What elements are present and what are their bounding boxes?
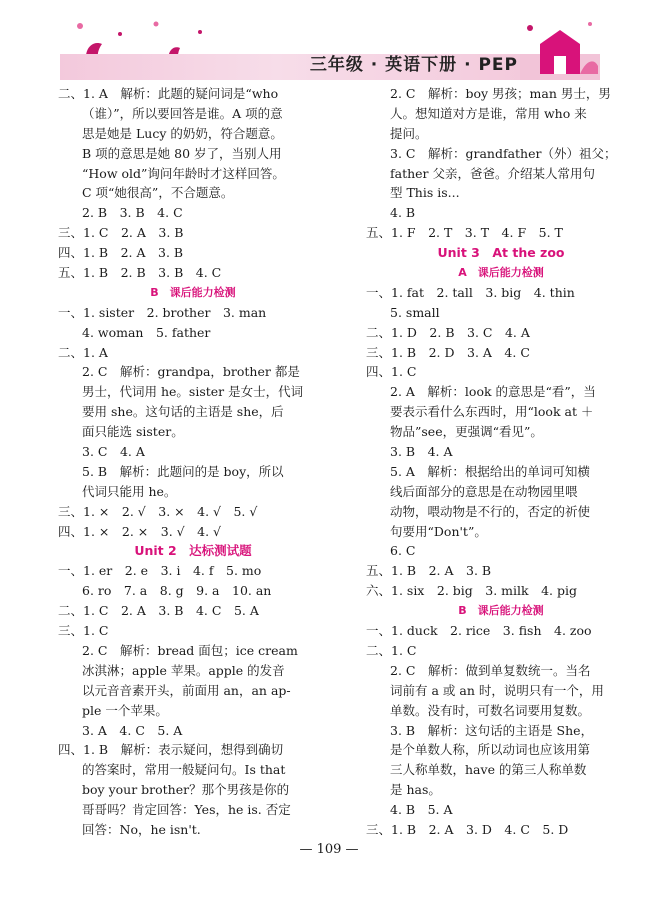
section-heading: B 课后能力检测: [150, 285, 236, 299]
answer-line: 动物，喂动物是不行的，否定的祈使: [390, 503, 591, 519]
answer-line: 三、1. C: [58, 623, 109, 639]
answer-line: 一、1. sister 2. brother 3. man: [58, 304, 267, 320]
section-heading: B 课后能力检测: [458, 604, 544, 618]
answer-line: 男士，代词用 he。sister 是女士，代词: [82, 384, 304, 400]
answer-line: 提问。: [390, 125, 428, 141]
header-decoration-right: [520, 14, 600, 84]
answer-line: 2. C 解析：boy 男孩；man 男士，男: [390, 86, 611, 101]
answer-line: father 父亲，爸爸。介绍某人常用句: [390, 165, 595, 181]
section-heading: A 课后能力检测: [458, 266, 544, 280]
answer-line: 4. B: [390, 205, 416, 221]
answer-line: 3. A 4. C 5. A: [82, 722, 183, 738]
answer-line: 六、1. six 2. big 3. milk 4. pig: [366, 583, 577, 599]
answer-line: 3. B 4. A: [390, 444, 453, 460]
answer-column-right: [366, 84, 636, 840]
answer-line: 四、1. × 2. × 3. √ 4. √: [58, 523, 221, 539]
answer-line: 4. B 5. A: [390, 802, 453, 818]
answer-line: 三人称单数，have 的第三人称单数: [390, 762, 587, 778]
answer-line: 二、1. A 解析：此题的疑问词是“who: [58, 86, 279, 101]
answer-line: 2. C 解析：grandpa，brother 都是: [82, 364, 300, 380]
answer-line: 要表示看什么东西时，用“look at ＋: [390, 404, 594, 420]
answer-line: （谁）”，所以要回答是谁。A 项的意: [82, 105, 283, 121]
answer-line: 4. woman 5. father: [82, 324, 211, 340]
section-heading: Unit 3 At the zoo: [437, 245, 565, 261]
answer-line: 一、1. fat 2. tall 3. big 4. thin: [366, 284, 575, 300]
header-title: 三年级 · 英语下册 · PEP: [309, 55, 518, 75]
answer-line: 二、1. C 2. A 3. B 4. C 5. A: [58, 603, 259, 619]
answer-line: 是个单数人称，所以动词也应该用第: [390, 742, 591, 758]
answer-line: 型 This is...: [390, 185, 460, 201]
answer-line: 三、1. B 2. A 3. D 4. C 5. D: [366, 821, 569, 837]
answer-line: 五、1. B 2. A 3. B: [366, 563, 492, 579]
answer-line: 是 has。: [390, 782, 441, 798]
answer-line: 二、1. A: [58, 344, 108, 360]
answer-line: 3. C 4. A: [82, 444, 145, 460]
answer-line: 一、1. er 2. e 3. i 4. f 5. mo: [58, 563, 262, 579]
answer-line: 以元音音素开头，前面用 an，an ap-: [82, 682, 291, 698]
answer-line: 哥哥吗？肯定回答：Yes，he is. 否定: [82, 802, 291, 818]
answer-line: 面只能选 sister。: [82, 424, 184, 440]
answer-line: 三、1. B 2. D 3. A 4. C: [366, 344, 530, 360]
answer-line: 2. B 3. B 4. C: [82, 205, 183, 221]
answer-line: 5. B 解析：此题问的是 boy，所以: [82, 463, 284, 479]
answer-line: C 项“她很高”，不合题意。: [82, 185, 234, 201]
answer-column-left: [58, 84, 328, 840]
answer-line: 一、1. duck 2. rice 3. fish 4. zoo: [366, 623, 592, 639]
answer-line: 5. small: [390, 304, 440, 320]
answer-line: 物品”see，更强调“看见”。: [390, 424, 543, 440]
answer-line: 2. C 解析：bread 面包；ice cream: [82, 642, 298, 658]
answer-line: 的答案时，常用一般疑问句。Is that: [82, 762, 286, 778]
answer-line: 三、1. × 2. √ 3. × 4. √ 5. √: [58, 503, 258, 519]
answer-line: 2. C 解析：做到单复数统一。当名: [390, 662, 591, 678]
answer-line: 思是她是 Lucy 的奶奶，符合题意。: [82, 125, 283, 141]
page-header: [60, 14, 600, 84]
answer-line: 四、1. B 解析：表示疑问，想得到确切: [58, 742, 284, 758]
answer-line: 词前有 a 或 an 时，说明只有一个，用: [390, 682, 604, 698]
answer-line: 四、1. B 2. A 3. B: [58, 245, 184, 261]
answer-line: “How old”询问年龄时才这样回答。: [82, 165, 285, 181]
answer-line: ple 一个苹果。: [82, 702, 168, 718]
answer-line: 2. A 解析：look 的意思是“看”，当: [390, 384, 596, 400]
answer-line: 句要用“Don't”。: [390, 523, 487, 539]
answer-line: 二、1. D 2. B 3. C 4. A: [366, 324, 530, 340]
answer-line: 回答：No，he isn't.: [82, 821, 201, 837]
answer-line: 四、1. C: [366, 364, 417, 380]
answer-line: 五、1. B 2. B 3. B 4. C: [58, 265, 222, 281]
answer-line: 二、1. C: [366, 642, 417, 658]
answer-line: 6. ro 7. a 8. g 9. a 10. an: [82, 583, 272, 599]
answer-line: 要用 she。这句话的主语是 she，后: [82, 404, 284, 420]
answer-line: 3. B 解析：这句话的主语是 She，: [390, 722, 594, 738]
answer-line: 6. C: [390, 543, 416, 559]
answer-line: 人。想知道对方是谁，常用 who 来: [390, 105, 587, 121]
answer-line: 单数。没有时，可数名词要用复数。: [390, 702, 591, 718]
answer-line: 代词只能用 he。: [82, 483, 177, 499]
answer-line: 三、1. C 2. A 3. B: [58, 225, 184, 241]
answer-line: 5. A 解析：根据给出的单词可知横: [390, 463, 590, 479]
answer-line: 五、1. F 2. T 3. T 4. F 5. T: [366, 225, 563, 241]
answer-line: 冰淇淋；apple 苹果。apple 的发音: [82, 662, 285, 678]
answer-line: 3. C 解析：grandfather（外）祖父；: [390, 145, 617, 161]
page-number: — 109 —: [299, 842, 359, 857]
section-heading: Unit 2 达标测试题: [134, 543, 252, 559]
answer-line: 线后面部分的意思是在动物园里喂: [390, 483, 578, 499]
answer-line: boy your brother？那个男孩是你的: [82, 782, 290, 798]
answer-line: B 项的意思是她 80 岁了，当别人用: [82, 145, 282, 161]
